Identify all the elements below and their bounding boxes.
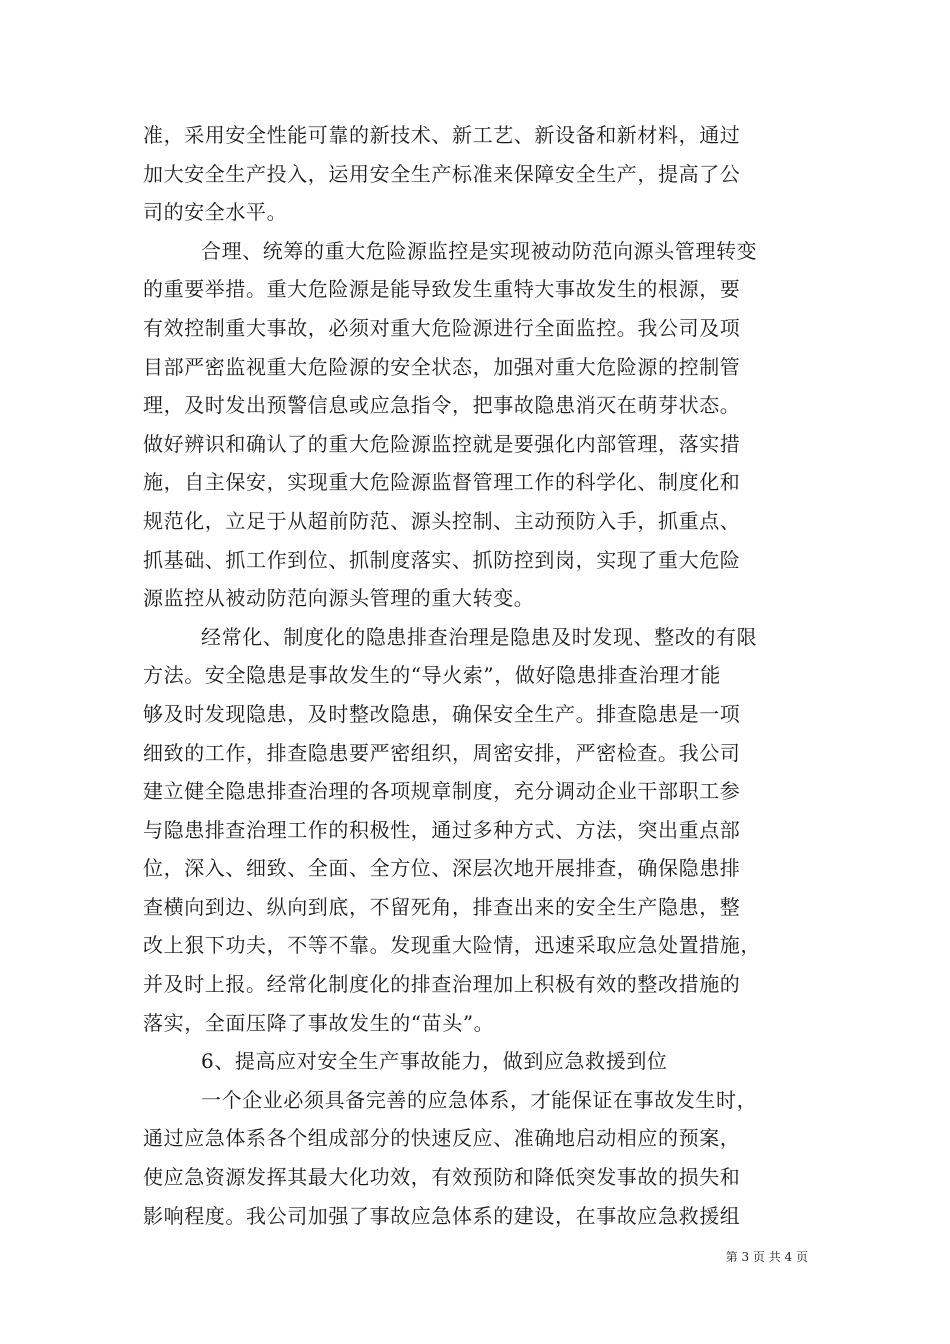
- text-line: 做好辨识和确认了的重大危险源监控就是要强化内部管理，落实措: [143, 431, 741, 456]
- text-line: 有效控制重大事故，必须对重大危险源进行全面监控。我公司及项: [143, 315, 741, 340]
- text-line: 司的安全水平。: [143, 200, 288, 225]
- text-line: 通过应急体系各个组成部分的快速反应、准确地启动相应的预案，: [143, 1126, 741, 1151]
- text-line: 够及时发现隐患，及时整改隐患，确保安全生产。排查隐患是一项: [143, 701, 741, 726]
- page-number-footer: 第 3 页 共 4 页: [725, 1250, 808, 1264]
- text-line: 一个企业必须具备完善的应急体系，才能保证在事故发生时，: [201, 1087, 758, 1112]
- text-line: 施，自主保安，实现重大危险源监督管理工作的科学化、制度化和: [143, 470, 741, 495]
- document-body: [143, 116, 807, 1235]
- section-heading: [143, 1042, 807, 1081]
- text-line: 使应急资源发挥其最大化功效，有效预防和降低突发事故的损失和: [143, 1165, 741, 1190]
- paragraph: [143, 232, 807, 618]
- text-line: 抓基础、抓工作到位、抓制度落实、抓防控到岗，实现了重大危险: [143, 547, 741, 572]
- text-line: 经常化、制度化的隐患排查治理是隐患及时发现、整改的有限: [201, 624, 758, 649]
- text-line: 落实，全面压降了事故发生的“苗头”。: [143, 1010, 495, 1035]
- text-line: 影响程度。我公司加强了事故应急体系的建设，在事故应急救援组: [143, 1203, 741, 1228]
- text-line: 合理、统筹的重大危险源监控是实现被动防范向源头管理转变: [201, 238, 758, 263]
- text-line: 与隐患排查治理工作的积极性，通过多种方式、方法，突出重点部: [143, 817, 741, 842]
- paragraph: [143, 116, 807, 232]
- text-line: 的重要举措。重大危险源是能导致发生重特大事故发生的根源，要: [143, 277, 741, 302]
- text-line: 理，及时发出预警信息或应急指令，把事故隐患消灭在萌芽状态。: [143, 393, 741, 418]
- text-line: 方法。安全隐患是事故发生的“导火索”，做好隐患排查治理才能: [143, 663, 721, 688]
- text-line: 准，采用安全性能可靠的新技术、新工艺、新设备和新材料，通过: [143, 123, 741, 147]
- text-line: 查横向到边、纵向到底，不留死角，排查出来的安全生产隐患，整: [143, 894, 741, 919]
- text-line: 位，深入、细致、全面、全方位、深层次地开展排查，确保隐患排: [143, 856, 741, 881]
- text-line: 并及时上报。经常化制度化的排查治理加上积极有效的整改措施的: [143, 972, 741, 997]
- paragraph: [143, 1081, 807, 1235]
- text-line: 规范化，立足于从超前防范、源头控制、主动预防入手，抓重点、: [143, 508, 741, 533]
- text-line: 改上狠下功夫，不等不靠。发现重大险情，迅速采取应急处置措施，: [143, 933, 761, 958]
- text-line: 细致的工作，排查隐患要严密组织，周密安排，严密检查。我公司: [143, 740, 741, 765]
- paragraph: [143, 618, 807, 1043]
- text-line: 6、提高应对安全生产事故能力，做到应急救援到位: [201, 1049, 668, 1074]
- text-line: 加大安全生产投入，运用安全生产标准来保障安全生产，提高了公: [143, 161, 741, 186]
- text-line: 目部严密监视重大危险源的安全状态，加强对重大危险源的控制管: [143, 354, 741, 379]
- text-line: 建立健全隐患排查治理的各项规章制度，充分调动企业干部职工参: [143, 779, 741, 804]
- text-line: 源监控从被动防范向源头管理的重大转变。: [143, 586, 535, 611]
